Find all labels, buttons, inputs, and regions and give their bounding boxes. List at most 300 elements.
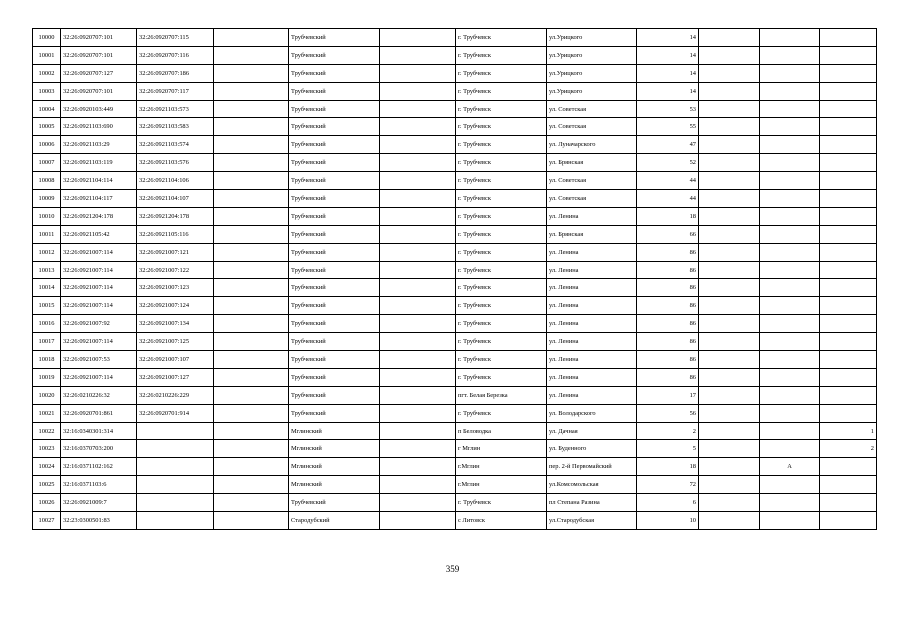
object-number-cell: 32:26:0921204:178 [137,207,214,225]
object-number-cell [137,440,214,458]
row-number-cell: 10025 [33,476,61,494]
object-number-cell [137,422,214,440]
house-number-cell: 86 [637,351,699,369]
settlement-cell: с Литовск [456,512,547,530]
row-number-cell: 10018 [33,351,61,369]
building-cell [699,225,760,243]
blank-column-cell [214,333,289,351]
row-number-cell: 10008 [33,172,61,190]
apartment-cell [820,154,877,172]
building-cell [699,207,760,225]
table-row [33,476,877,494]
blank-column-2-cell [380,190,456,208]
apartment-cell [820,64,877,82]
blank-column-cell [214,190,289,208]
cadastral-number-cell: 32:26:0920103:449 [61,100,137,118]
apartment-cell [820,512,877,530]
settlement-cell: г. Трубчевск [456,404,547,422]
district-cell: Трубчевский [289,297,380,315]
letter-cell [760,100,820,118]
blank-column-2-cell [380,404,456,422]
apartment-cell [820,297,877,315]
object-number-cell [137,494,214,512]
house-number-cell: 2 [637,422,699,440]
street-cell: ул. Ленина [547,333,637,351]
house-number-cell: 14 [637,46,699,64]
page-number: 359 [445,564,460,574]
house-number-cell: 47 [637,136,699,154]
letter-cell [760,136,820,154]
blank-column-cell [214,368,289,386]
street-cell: ул. Ленина [547,386,637,404]
table-row [33,368,877,386]
district-cell: Мглинский [289,476,380,494]
cadastral-number-cell: 32:16:0371103:6 [61,476,137,494]
table-row [33,136,877,154]
settlement-cell: г. Трубчевск [456,279,547,297]
settlement-cell: г. Трубчевск [456,333,547,351]
district-cell: Мглинский [289,458,380,476]
object-number-cell: 32:26:0921007:123 [137,279,214,297]
object-number-cell: 32:26:0921007:125 [137,333,214,351]
apartment-cell [820,476,877,494]
district-cell: Трубчевский [289,172,380,190]
district-cell: Трубчевский [289,404,380,422]
row-number-cell: 10001 [33,46,61,64]
house-number-cell: 72 [637,476,699,494]
district-cell: Трубчевский [289,100,380,118]
row-number-cell: 10004 [33,100,61,118]
street-cell: ул. Ленина [547,351,637,369]
building-cell [699,440,760,458]
letter-cell [760,440,820,458]
street-cell: ул. Ленина [547,368,637,386]
street-cell: ул. Брянская [547,154,637,172]
apartment-cell [820,190,877,208]
blank-column-cell [214,118,289,136]
blank-column-2-cell [380,118,456,136]
row-number-cell: 10020 [33,386,61,404]
house-number-cell: 56 [637,404,699,422]
letter-cell [760,172,820,190]
letter-cell [760,315,820,333]
settlement-cell: г. Трубчевск [456,315,547,333]
street-cell: ул. Ленина [547,315,637,333]
row-number-cell: 10003 [33,82,61,100]
building-cell [699,118,760,136]
letter-cell [760,279,820,297]
letter-cell [760,386,820,404]
blank-column-2-cell [380,29,456,47]
blank-column-2-cell [380,333,456,351]
cadastral-number-cell: 32:26:0921007:114 [61,243,137,261]
house-number-cell: 86 [637,279,699,297]
cadastral-number-cell: 32:26:0921105:42 [61,225,137,243]
object-number-cell [137,476,214,494]
apartment-cell: 1 [820,422,877,440]
cadastral-number-cell: 32:16:0340301:314 [61,422,137,440]
letter-cell [760,333,820,351]
house-number-cell: 10 [637,512,699,530]
blank-column-cell [214,64,289,82]
row-number-cell: 10016 [33,315,61,333]
house-number-cell: 55 [637,118,699,136]
table-row [33,100,877,118]
object-number-cell: 32:26:0921103:583 [137,118,214,136]
house-number-cell: 5 [637,440,699,458]
table-row [33,440,877,458]
cadastral-number-cell: 32:26:0210226:32 [61,386,137,404]
blank-column-cell [214,458,289,476]
settlement-cell: г. Трубчевск [456,297,547,315]
row-number-cell: 10013 [33,261,61,279]
cadastral-number-cell: 32:26:0921204:178 [61,207,137,225]
house-number-cell: 6 [637,494,699,512]
building-cell [699,46,760,64]
table-row [33,261,877,279]
object-number-cell: 32:26:0921103:574 [137,136,214,154]
letter-cell [760,512,820,530]
object-number-cell: 32:26:0920707:116 [137,46,214,64]
district-cell: Трубчевский [289,82,380,100]
settlement-cell: г. Трубчевск [456,172,547,190]
registry-table [32,28,877,530]
blank-column-2-cell [380,440,456,458]
house-number-cell: 44 [637,190,699,208]
blank-column-cell [214,225,289,243]
cadastral-number-cell: 32:26:0921007:92 [61,315,137,333]
apartment-cell [820,82,877,100]
district-cell: Трубчевский [289,279,380,297]
building-cell [699,279,760,297]
building-cell [699,136,760,154]
table-row [33,404,877,422]
blank-column-cell [214,297,289,315]
district-cell: Трубчевский [289,243,380,261]
cadastral-number-cell: 32:26:0921103:29 [61,136,137,154]
object-number-cell: 32:26:0920707:186 [137,64,214,82]
blank-column-cell [214,404,289,422]
row-number-cell: 10024 [33,458,61,476]
apartment-cell [820,100,877,118]
street-cell: ул. Брянская [547,225,637,243]
house-number-cell: 17 [637,386,699,404]
table-row [33,422,877,440]
cadastral-number-cell: 32:26:0921103:690 [61,118,137,136]
blank-column-cell [214,243,289,261]
apartment-cell [820,172,877,190]
object-number-cell: 32:26:0921007:121 [137,243,214,261]
object-number-cell: 32:26:0921103:576 [137,154,214,172]
district-cell: Мглинский [289,422,380,440]
blank-column-cell [214,100,289,118]
blank-column-cell [214,386,289,404]
district-cell: Трубчевский [289,315,380,333]
row-number-cell: 10014 [33,279,61,297]
building-cell [699,154,760,172]
object-number-cell [137,512,214,530]
building-cell [699,243,760,261]
object-number-cell: 32:26:0921105:116 [137,225,214,243]
table-row [33,315,877,333]
object-number-cell: 32:26:0920707:117 [137,82,214,100]
blank-column-2-cell [380,136,456,154]
settlement-cell: г. Трубчевск [456,225,547,243]
building-cell [699,422,760,440]
building-cell [699,100,760,118]
settlement-cell: г Мглин [456,440,547,458]
house-number-cell: 14 [637,64,699,82]
blank-column-cell [214,440,289,458]
building-cell [699,190,760,208]
district-cell: Трубчевский [289,351,380,369]
row-number-cell: 10017 [33,333,61,351]
cadastral-number-cell: 32:26:0920707:101 [61,29,137,47]
blank-column-cell [214,351,289,369]
cadastral-number-cell: 32:16:0370703:200 [61,440,137,458]
row-number-cell: 10010 [33,207,61,225]
district-cell: Трубчевский [289,261,380,279]
apartment-cell [820,279,877,297]
row-number-cell: 10000 [33,29,61,47]
cadastral-number-cell: 32:26:0920707:101 [61,82,137,100]
district-cell: Мглинский [289,440,380,458]
house-number-cell: 86 [637,315,699,333]
district-cell: Трубчевский [289,494,380,512]
blank-column-2-cell [380,422,456,440]
building-cell [699,172,760,190]
blank-column-2-cell [380,279,456,297]
apartment-cell [820,118,877,136]
cadastral-number-cell: 32:26:0921104:114 [61,172,137,190]
table-row [33,494,877,512]
blank-column-2-cell [380,172,456,190]
blank-column-cell [214,512,289,530]
district-cell: Стародубский [289,512,380,530]
letter-cell [760,29,820,47]
letter-cell [760,190,820,208]
settlement-cell: г. Трубчевск [456,46,547,64]
row-number-cell: 10021 [33,404,61,422]
table-row [33,225,877,243]
row-number-cell: 10019 [33,368,61,386]
table-row [33,118,877,136]
blank-column-cell [214,422,289,440]
blank-column-cell [214,172,289,190]
blank-column-cell [214,29,289,47]
settlement-cell: г. Трубчевск [456,136,547,154]
blank-column-2-cell [380,297,456,315]
street-cell: ул. Советская [547,100,637,118]
cadastral-number-cell: 32:26:0921007:53 [61,351,137,369]
letter-cell: А [760,458,820,476]
table-row [33,243,877,261]
table-row [33,458,877,476]
table-row [33,190,877,208]
table-row [33,154,877,172]
building-cell [699,333,760,351]
street-cell: ул. Луначарского [547,136,637,154]
house-number-cell: 52 [637,154,699,172]
street-cell: ул. Ленина [547,261,637,279]
building-cell [699,29,760,47]
object-number-cell: 32:26:0921007:127 [137,368,214,386]
settlement-cell: г. Трубчевск [456,368,547,386]
street-cell: ул. Ленина [547,279,637,297]
blank-column-2-cell [380,243,456,261]
apartment-cell [820,315,877,333]
street-cell: ул. Буденного [547,440,637,458]
house-number-cell: 53 [637,100,699,118]
building-cell [699,386,760,404]
object-number-cell: 32:26:0921103:573 [137,100,214,118]
district-cell: Трубчевский [289,225,380,243]
cadastral-number-cell: 32:26:0921103:119 [61,154,137,172]
house-number-cell: 18 [637,458,699,476]
letter-cell [760,64,820,82]
cadastral-number-cell: 32:26:0921007:114 [61,297,137,315]
apartment-cell [820,29,877,47]
building-cell [699,297,760,315]
district-cell: Трубчевский [289,333,380,351]
street-cell: ул.Стародубская [547,512,637,530]
street-cell: ул. Советская [547,118,637,136]
house-number-cell: 86 [637,333,699,351]
apartment-cell [820,458,877,476]
street-cell: ул. Ленина [547,207,637,225]
blank-column-2-cell [380,82,456,100]
row-number-cell: 10022 [33,422,61,440]
apartment-cell [820,243,877,261]
district-cell: Трубчевский [289,136,380,154]
apartment-cell [820,351,877,369]
building-cell [699,404,760,422]
building-cell [699,261,760,279]
blank-column-2-cell [380,46,456,64]
settlement-cell: г. Трубчевск [456,261,547,279]
cadastral-number-cell: 32:26:0920707:127 [61,64,137,82]
street-cell: ул.Урицкого [547,64,637,82]
cadastral-number-cell: 32:16:0371102:162 [61,458,137,476]
street-cell: ул. Ленина [547,297,637,315]
letter-cell [760,118,820,136]
cadastral-number-cell: 32:26:0921104:117 [61,190,137,208]
cadastral-number-cell: 32:26:0920707:101 [61,46,137,64]
object-number-cell: 32:26:0920701:914 [137,404,214,422]
settlement-cell: г. Трубчевск [456,64,547,82]
apartment-cell [820,404,877,422]
building-cell [699,82,760,100]
house-number-cell: 86 [637,368,699,386]
house-number-cell: 86 [637,261,699,279]
object-number-cell: 32:26:0210226:229 [137,386,214,404]
apartment-cell: 2 [820,440,877,458]
settlement-cell: пгт. Белая Березка [456,386,547,404]
letter-cell [760,404,820,422]
row-number-cell: 10006 [33,136,61,154]
object-number-cell: 32:26:0921007:122 [137,261,214,279]
settlement-cell: г. Трубчевск [456,154,547,172]
letter-cell [760,368,820,386]
street-cell: ул. Дачная [547,422,637,440]
row-number-cell: 10023 [33,440,61,458]
table-row [33,46,877,64]
building-cell [699,64,760,82]
street-cell: ул. Советская [547,172,637,190]
street-cell: ул.Урицкого [547,46,637,64]
blank-column-cell [214,82,289,100]
building-cell [699,351,760,369]
blank-column-cell [214,261,289,279]
blank-column-2-cell [380,512,456,530]
letter-cell [760,154,820,172]
house-number-cell: 66 [637,225,699,243]
settlement-cell: г.Мглин [456,458,547,476]
blank-column-2-cell [380,386,456,404]
district-cell: Трубчевский [289,386,380,404]
blank-column-2-cell [380,368,456,386]
building-cell [699,315,760,333]
table-row [33,333,877,351]
settlement-cell: г. Трубчевск [456,243,547,261]
building-cell [699,458,760,476]
apartment-cell [820,333,877,351]
table-row [33,172,877,190]
building-cell [699,494,760,512]
letter-cell [760,46,820,64]
letter-cell [760,494,820,512]
district-cell: Трубчевский [289,368,380,386]
district-cell: Трубчевский [289,190,380,208]
street-cell: ул.Урицкого [547,82,637,100]
cadastral-number-cell: 32:26:0921007:114 [61,261,137,279]
district-cell: Трубчевский [289,207,380,225]
apartment-cell [820,368,877,386]
district-cell: Трубчевский [289,154,380,172]
settlement-cell: г. Трубчевск [456,494,547,512]
cadastral-number-cell: 32:26:0921007:114 [61,333,137,351]
apartment-cell [820,225,877,243]
object-number-cell: 32:26:0921007:124 [137,297,214,315]
blank-column-cell [214,136,289,154]
letter-cell [760,351,820,369]
table-row [33,82,877,100]
street-cell: ул.Комсомольская [547,476,637,494]
letter-cell [760,261,820,279]
blank-column-2-cell [380,64,456,82]
blank-column-cell [214,46,289,64]
letter-cell [760,476,820,494]
cadastral-number-cell: 32:26:0921007:114 [61,279,137,297]
table-row [33,64,877,82]
blank-column-2-cell [380,458,456,476]
street-cell: пер. 2-й Первомайский [547,458,637,476]
blank-column-cell [214,279,289,297]
row-number-cell: 10009 [33,190,61,208]
settlement-cell: п Беловодка [456,422,547,440]
settlement-cell: г. Трубчевск [456,118,547,136]
settlement-cell: г.Мглин [456,476,547,494]
table-row [33,297,877,315]
house-number-cell: 86 [637,297,699,315]
object-number-cell: 32:26:0921104:107 [137,190,214,208]
blank-column-2-cell [380,476,456,494]
building-cell [699,512,760,530]
district-cell: Трубчевский [289,46,380,64]
letter-cell [760,82,820,100]
building-cell [699,476,760,494]
apartment-cell [820,261,877,279]
